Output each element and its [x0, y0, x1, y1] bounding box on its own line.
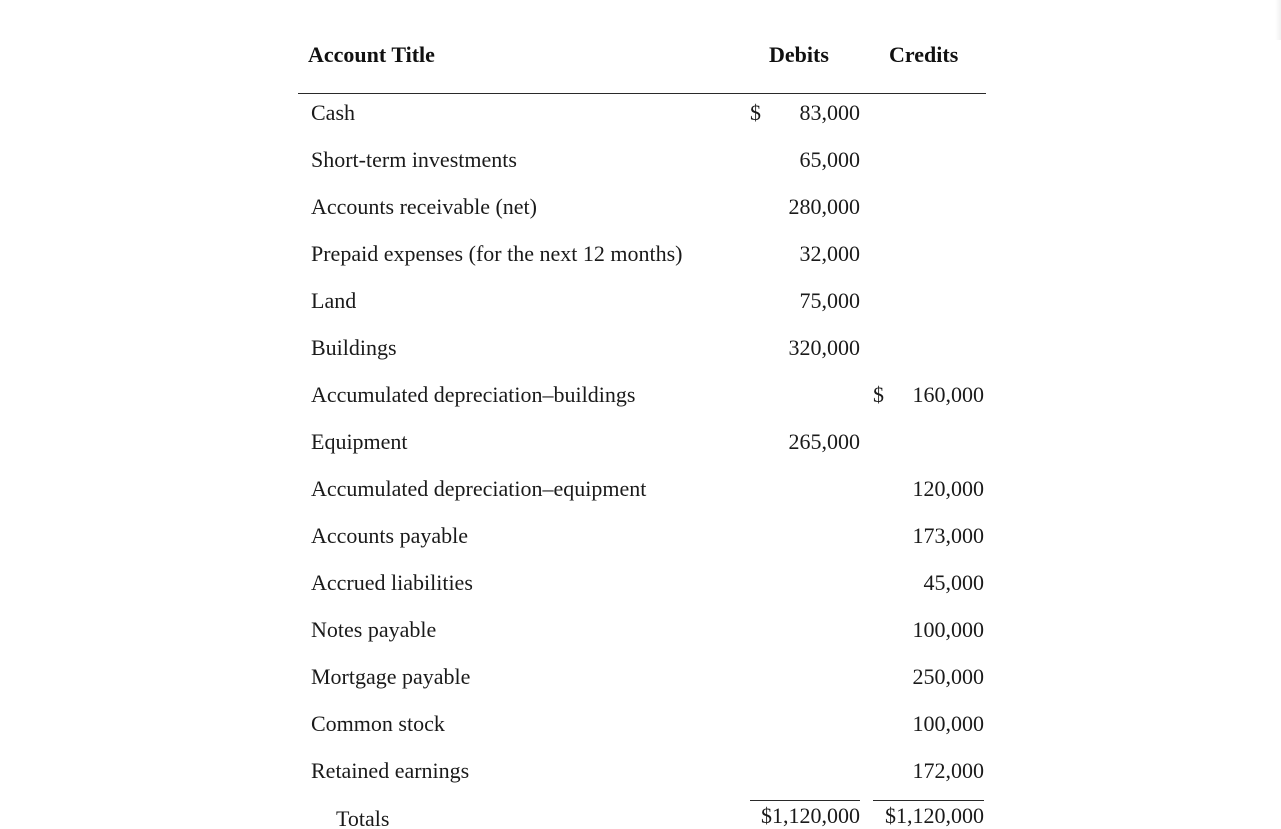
table-row	[298, 145, 986, 192]
account-title-cell: Prepaid expenses (for the next 12 months)	[311, 241, 683, 266]
scrollbar-edge	[1275, 0, 1281, 40]
total-credits	[873, 800, 984, 828]
account-title-cell: Mortgage payable	[311, 664, 471, 689]
table-row	[298, 474, 986, 521]
header-account-title: Account Title	[308, 42, 435, 67]
account-title-cell: Accrued liabilities	[311, 570, 473, 595]
table-row	[298, 333, 986, 380]
account-title-cell: Accounts receivable (net)	[311, 194, 537, 219]
account-title-cell: Notes payable	[311, 617, 437, 642]
account-title-cell: Retained earnings	[311, 758, 470, 783]
account-title-cell: Accumulated depreciation–equipment	[311, 476, 647, 501]
totals-row	[298, 804, 986, 829]
debit-amount: 280,000	[788, 194, 860, 219]
table-row	[298, 709, 986, 756]
credit-amount: 100,000	[912, 617, 984, 642]
table-row	[298, 521, 986, 568]
header-debits: Debits	[769, 42, 829, 67]
total-credit-amount: $1,120,000	[885, 803, 984, 828]
table-row	[298, 427, 986, 474]
account-title-cell: Equipment	[311, 429, 408, 454]
debit-amount: 83,000	[799, 100, 860, 125]
debit-amount: 32,000	[799, 241, 860, 266]
total-debit-amount: $1,120,000	[761, 803, 860, 828]
debit-currency-symbol: $	[750, 100, 761, 125]
debit-amount: 65,000	[799, 147, 860, 172]
debit-amount: 265,000	[788, 429, 860, 454]
credit-amount: 160,000	[912, 382, 984, 407]
account-title-cell: Accumulated depreciation–buildings	[311, 382, 636, 407]
credit-amount: 172,000	[912, 758, 984, 783]
debit-amount: 75,000	[799, 288, 860, 313]
credit-amount: 173,000	[912, 523, 984, 548]
table-row	[298, 568, 986, 615]
table-row	[298, 662, 986, 709]
account-title-cell: Accounts payable	[311, 523, 468, 548]
account-title-cell: Buildings	[311, 335, 397, 360]
credit-amount: 45,000	[923, 570, 984, 595]
table-row	[298, 615, 986, 662]
account-title-cell: Cash	[311, 100, 355, 125]
table-row	[298, 756, 986, 803]
account-title-cell: Land	[311, 288, 357, 313]
table-row	[298, 380, 986, 427]
table-row	[298, 286, 986, 333]
credit-amount: 120,000	[912, 476, 984, 501]
account-title-cell: Short-term investments	[311, 147, 517, 172]
totals-label: Totals	[336, 806, 390, 829]
header-credits: Credits	[889, 42, 959, 67]
debit-amount: 320,000	[788, 335, 860, 360]
table-row	[298, 98, 986, 145]
credit-amount: 100,000	[912, 711, 984, 736]
total-debits	[750, 800, 860, 828]
credit-amount: 250,000	[912, 664, 984, 689]
table-row	[298, 192, 986, 239]
header-divider	[298, 93, 986, 94]
account-title-cell: Common stock	[311, 711, 445, 736]
credit-currency-symbol: $	[873, 382, 884, 407]
trial-balance-table	[298, 0, 986, 829]
table-row	[298, 239, 986, 286]
